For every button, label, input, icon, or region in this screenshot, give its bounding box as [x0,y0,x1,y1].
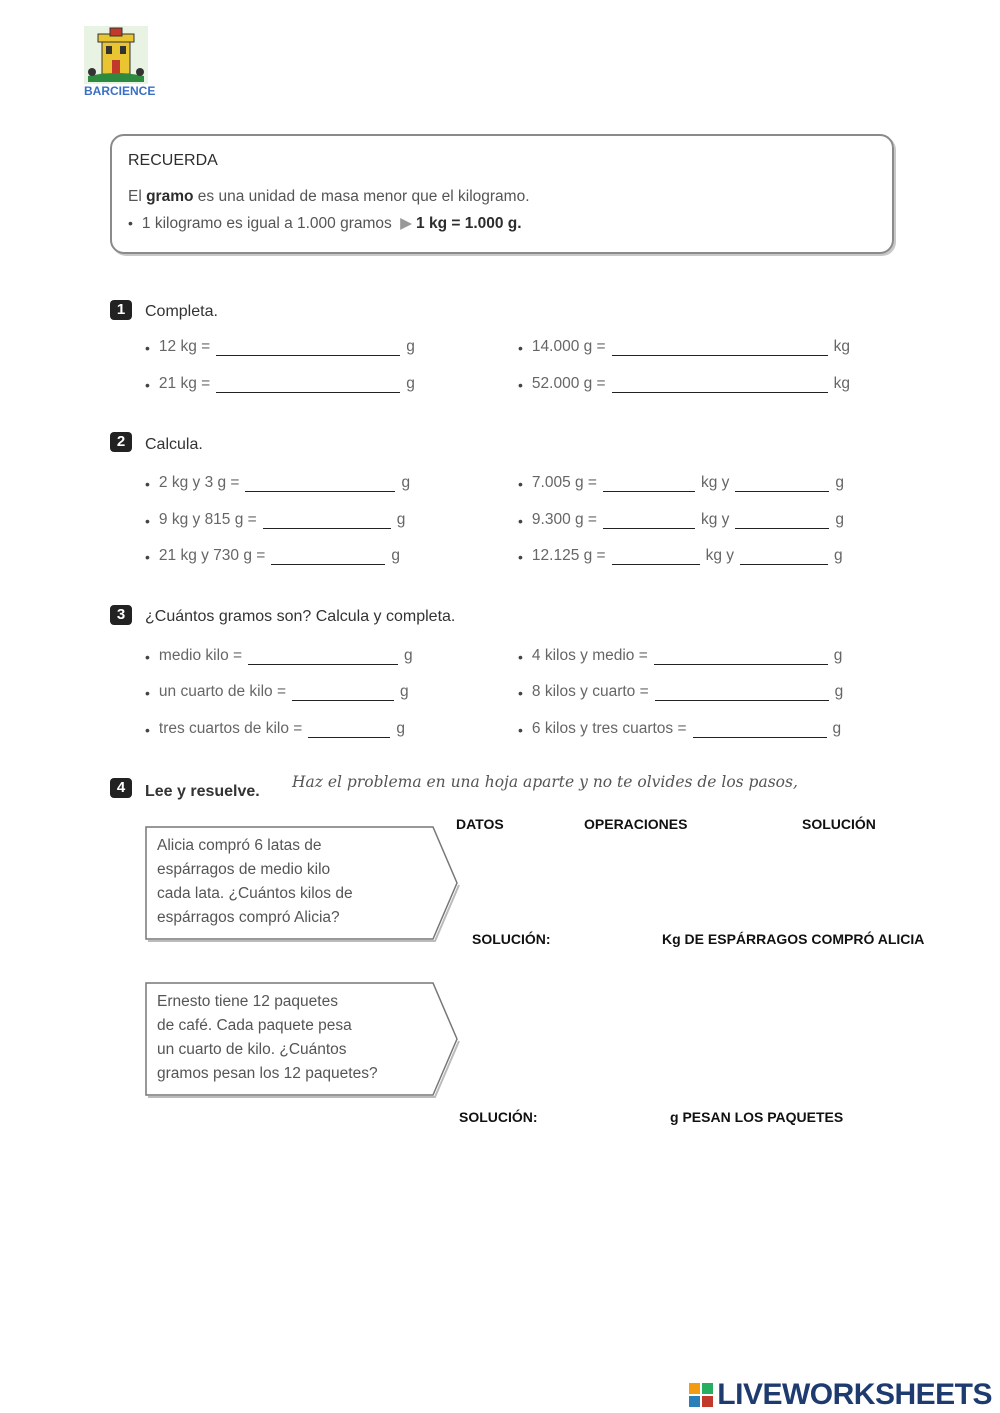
problem-2-answer-input[interactable] [552,1106,664,1126]
answer-blank[interactable] [271,550,385,565]
ex3-item: • tres cuartos de kilo = g [145,720,405,738]
brand-text: LIVEWORKSHEETS [717,1378,992,1411]
exercise-3-badge: 3 [110,605,132,625]
exercise-3-title: ¿Cuántos gramos son? Calcula y completa. [145,608,456,625]
exercise-4-title: Lee y resuelve. [145,783,260,800]
ex1-item: • 52.000 g = kg [518,375,850,393]
answer-blank[interactable] [216,378,400,393]
ex1-item: • 21 kg = g [145,375,415,393]
answer-blank[interactable] [263,514,391,529]
answer-blank[interactable] [735,477,829,492]
answer-blank[interactable] [740,550,828,565]
solucion-header: SOLUCIÓN [802,816,876,832]
answer-blank[interactable] [655,686,829,701]
answer-blank[interactable] [292,686,394,701]
exercise-2-badge: 2 [110,432,132,452]
ex2-item: • 21 kg y 730 g = g [145,547,400,565]
recuerda-title: RECUERDA [128,152,218,169]
answer-blank[interactable] [245,477,395,492]
exercise-2-title: Calcula. [145,436,203,453]
ex3-item: • un cuarto de kilo = g [145,683,409,701]
ex3-item: • 8 kilos y cuarto = g [518,683,844,701]
answer-blank[interactable] [308,723,390,738]
datos-header: DATOS [456,816,504,832]
recuerda-line-2: • 1 kilogramo es igual a 1.000 gramos ▶ 1 kg = 1.000 g. [128,215,522,232]
exercise-4-note: Haz el problema en una hoja aparte y no te olvides de los pasos, [292,773,798,791]
recuerda-line-1: El gramo es una unidad de masa menor que el kilogramo. [128,188,530,205]
exercise-1-badge: 1 [110,300,132,320]
problem-2-solution-label: SOLUCIÓN: [459,1109,538,1125]
problem-2-solution-tail: g PESAN LOS PAQUETES [670,1109,844,1125]
ex2-item: • 9.300 g = kg y g [518,511,845,529]
answer-blank[interactable] [612,550,700,565]
school-name: BARCIENCE [84,84,156,98]
answer-blank[interactable] [612,378,828,393]
ex3-item: • 6 kilos y tres cuartos = g [518,720,842,738]
answer-blank[interactable] [693,723,827,738]
ex2-item: • 12.125 g = kg y g [518,547,843,565]
liveworksheets-logo-icon [689,1383,713,1407]
ex2-item: • 7.005 g = kg y g [518,474,845,492]
problem-1-solution-tail: Kg DE ESPÁRRAGOS COMPRÓ ALICIA [662,931,925,947]
answer-blank[interactable] [603,514,695,529]
problem-1-solution-label: SOLUCIÓN: [472,931,551,947]
ex3-item: • 4 kilos y medio = g [518,647,843,665]
problem-1-box: Alicia compró 6 latas de espárragos de medio kilo cada lata. ¿Cuántos kilos de espárragos compró Alicia? [145,826,455,938]
recuerda-box [110,134,894,254]
answer-blank[interactable] [654,650,828,665]
exercise-4-badge: 4 [110,778,132,798]
ex1-item: • 12 kg = g [145,338,415,356]
operaciones-header: OPERACIONES [584,816,688,832]
answer-blank[interactable] [735,514,829,529]
arrow-right-icon: ▶ [400,215,413,232]
problem-2-box: Ernesto tiene 12 paquetes de café. Cada paquete pesa un cuarto de kilo. ¿Cuántos gramos pesan los 12 paquetes? [145,982,455,1094]
liveworksheets-brand[interactable] [689,1378,992,1412]
ex3-item: • medio kilo = g [145,647,413,665]
exercise-1-title: Completa. [145,303,218,320]
problem-1-answer-input[interactable] [562,928,658,948]
ex1-item: • 14.000 g = kg [518,338,850,356]
ex2-item: • 2 kg y 3 g = g [145,474,411,492]
castle-crest-icon [84,26,148,84]
answer-blank[interactable] [603,477,695,492]
answer-blank[interactable] [612,341,828,356]
answer-blank[interactable] [216,341,400,356]
answer-blank[interactable] [248,650,398,665]
ex2-item: • 9 kg y 815 g = g [145,511,406,529]
